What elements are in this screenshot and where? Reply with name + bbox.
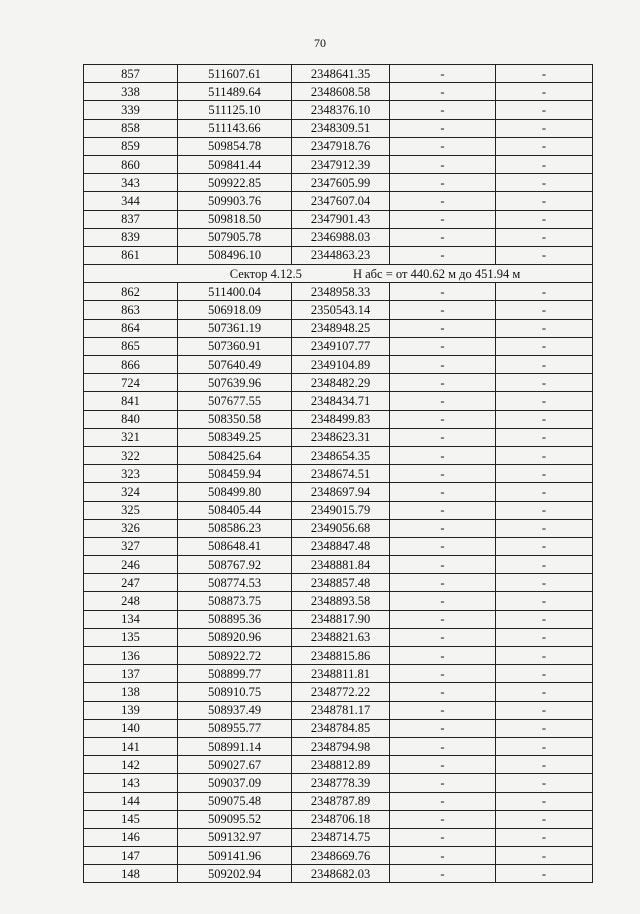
point-id-cell: 135: [84, 628, 178, 646]
x-coordinate-cell: 508767.92: [178, 556, 292, 574]
point-id-cell: 724: [84, 374, 178, 392]
point-id-cell: 146: [84, 828, 178, 846]
x-coordinate-cell: 508895.36: [178, 610, 292, 628]
table-row: [84, 65, 593, 83]
point-id-cell: 841: [84, 392, 178, 410]
dash-cell: -: [390, 428, 496, 446]
dash-cell: -: [496, 647, 593, 665]
table-row: [84, 83, 593, 101]
sector-header-cell: [84, 265, 593, 283]
x-coordinate-cell: 506918.09: [178, 301, 292, 319]
dash-cell: -: [496, 174, 593, 192]
x-coordinate-cell: 507640.49: [178, 356, 292, 374]
dash-cell: -: [390, 810, 496, 828]
y-coordinate-cell: 2348309.51: [292, 119, 390, 137]
dash-cell: -: [390, 665, 496, 683]
table-row: [84, 537, 593, 555]
table-row: [84, 101, 593, 119]
dash-cell: -: [496, 556, 593, 574]
point-id-cell: 840: [84, 410, 178, 428]
table-row: [84, 155, 593, 173]
table-row: [84, 465, 593, 483]
dash-cell: -: [496, 756, 593, 774]
y-coordinate-cell: 2348821.63: [292, 628, 390, 646]
table-body-after-sector: [84, 283, 593, 883]
x-coordinate-cell: 508425.64: [178, 446, 292, 464]
dash-cell: -: [390, 337, 496, 355]
x-coordinate-cell: 508349.25: [178, 428, 292, 446]
dash-cell: -: [496, 246, 593, 264]
dash-cell: -: [496, 428, 593, 446]
y-coordinate-cell: 2349015.79: [292, 501, 390, 519]
point-id-cell: 865: [84, 337, 178, 355]
table-row: [84, 119, 593, 137]
y-coordinate-cell: 2348817.90: [292, 610, 390, 628]
x-coordinate-cell: 508648.41: [178, 537, 292, 555]
x-coordinate-cell: 509854.78: [178, 137, 292, 155]
x-coordinate-cell: 508920.96: [178, 628, 292, 646]
y-coordinate-cell: 2348608.58: [292, 83, 390, 101]
table-row: [84, 792, 593, 810]
y-coordinate-cell: 2348812.89: [292, 756, 390, 774]
x-coordinate-cell: 509818.50: [178, 210, 292, 228]
table-row: [84, 301, 593, 319]
table-body-before-sector: [84, 65, 593, 265]
table-row: [84, 574, 593, 592]
x-coordinate-cell: 508922.72: [178, 647, 292, 665]
y-coordinate-cell: 2348499.83: [292, 410, 390, 428]
table-row: [84, 847, 593, 865]
y-coordinate-cell: 2350543.14: [292, 301, 390, 319]
dash-cell: -: [390, 446, 496, 464]
sector-name: Сектор 4.12.5: [229, 266, 302, 281]
x-coordinate-cell: 509922.85: [178, 174, 292, 192]
dash-cell: -: [496, 847, 593, 865]
dash-cell: -: [390, 301, 496, 319]
table-row: [84, 519, 593, 537]
dash-cell: -: [390, 537, 496, 555]
point-id-cell: 134: [84, 610, 178, 628]
x-coordinate-cell: 507905.78: [178, 228, 292, 246]
dash-cell: -: [390, 192, 496, 210]
y-coordinate-cell: 2348772.22: [292, 683, 390, 701]
dash-cell: -: [496, 301, 593, 319]
x-coordinate-cell: 511607.61: [178, 65, 292, 83]
point-id-cell: 247: [84, 574, 178, 592]
dash-cell: -: [496, 337, 593, 355]
table-row: [84, 246, 593, 264]
y-coordinate-cell: 2348654.35: [292, 446, 390, 464]
x-coordinate-cell: 509037.09: [178, 774, 292, 792]
x-coordinate-cell: 508405.44: [178, 501, 292, 519]
y-coordinate-cell: 2348714.75: [292, 828, 390, 846]
x-coordinate-cell: 511489.64: [178, 83, 292, 101]
dash-cell: -: [496, 192, 593, 210]
dash-cell: -: [496, 792, 593, 810]
table-row: [84, 756, 593, 774]
dash-cell: -: [496, 410, 593, 428]
point-id-cell: 343: [84, 174, 178, 192]
table-row: [84, 737, 593, 755]
point-id-cell: 859: [84, 137, 178, 155]
table-row: [84, 647, 593, 665]
dash-cell: -: [496, 356, 593, 374]
dash-cell: -: [496, 210, 593, 228]
dash-cell: -: [390, 483, 496, 501]
dash-cell: -: [496, 592, 593, 610]
point-id-cell: 339: [84, 101, 178, 119]
y-coordinate-cell: 2346988.03: [292, 228, 390, 246]
y-coordinate-cell: 2347605.99: [292, 174, 390, 192]
point-id-cell: 145: [84, 810, 178, 828]
x-coordinate-cell: 509141.96: [178, 847, 292, 865]
table-row: [84, 228, 593, 246]
y-coordinate-cell: 2348482.29: [292, 374, 390, 392]
table-row: [84, 392, 593, 410]
dash-cell: -: [496, 392, 593, 410]
dash-cell: -: [390, 683, 496, 701]
dash-cell: -: [496, 719, 593, 737]
x-coordinate-cell: 511125.10: [178, 101, 292, 119]
dash-cell: -: [496, 483, 593, 501]
table-row: [84, 410, 593, 428]
y-coordinate-cell: 2348697.94: [292, 483, 390, 501]
dash-cell: -: [390, 228, 496, 246]
point-id-cell: 321: [84, 428, 178, 446]
y-coordinate-cell: 2347918.76: [292, 137, 390, 155]
y-coordinate-cell: 2348674.51: [292, 465, 390, 483]
x-coordinate-cell: 508899.77: [178, 665, 292, 683]
dash-cell: -: [496, 465, 593, 483]
dash-cell: -: [390, 410, 496, 428]
point-id-cell: 137: [84, 665, 178, 683]
table-row: [84, 446, 593, 464]
dash-cell: -: [390, 519, 496, 537]
point-id-cell: 248: [84, 592, 178, 610]
dash-cell: -: [390, 701, 496, 719]
y-coordinate-cell: 2348948.25: [292, 319, 390, 337]
table-row: [84, 501, 593, 519]
y-coordinate-cell: 2349056.68: [292, 519, 390, 537]
table-row: [84, 610, 593, 628]
x-coordinate-cell: 508991.14: [178, 737, 292, 755]
dash-cell: -: [390, 501, 496, 519]
point-id-cell: 323: [84, 465, 178, 483]
dash-cell: -: [496, 155, 593, 173]
dash-cell: -: [390, 719, 496, 737]
y-coordinate-cell: 2347901.43: [292, 210, 390, 228]
point-id-cell: 136: [84, 647, 178, 665]
y-coordinate-cell: 2348376.10: [292, 101, 390, 119]
dash-cell: -: [496, 374, 593, 392]
y-coordinate-cell: 2348706.18: [292, 810, 390, 828]
table-row: [84, 828, 593, 846]
point-id-cell: 857: [84, 65, 178, 83]
dash-cell: -: [390, 356, 496, 374]
x-coordinate-cell: 509095.52: [178, 810, 292, 828]
x-coordinate-cell: 507361.19: [178, 319, 292, 337]
y-coordinate-cell: 2344863.23: [292, 246, 390, 264]
table-row: [84, 137, 593, 155]
point-id-cell: 344: [84, 192, 178, 210]
dash-cell: -: [390, 792, 496, 810]
point-id-cell: 246: [84, 556, 178, 574]
point-id-cell: 147: [84, 847, 178, 865]
coordinates-table: [83, 64, 593, 883]
y-coordinate-cell: 2348893.58: [292, 592, 390, 610]
point-id-cell: 143: [84, 774, 178, 792]
dash-cell: -: [496, 137, 593, 155]
dash-cell: -: [390, 155, 496, 173]
y-coordinate-cell: 2348778.39: [292, 774, 390, 792]
sector-height-range: Н абс = от 440.62 м до 451.94 м: [352, 266, 521, 281]
dash-cell: -: [390, 574, 496, 592]
y-coordinate-cell: 2348623.31: [292, 428, 390, 446]
dash-cell: -: [390, 174, 496, 192]
x-coordinate-cell: 508459.94: [178, 465, 292, 483]
dash-cell: -: [496, 574, 593, 592]
point-id-cell: 862: [84, 283, 178, 301]
dash-cell: -: [496, 501, 593, 519]
point-id-cell: 866: [84, 356, 178, 374]
point-id-cell: 860: [84, 155, 178, 173]
point-id-cell: 144: [84, 792, 178, 810]
y-coordinate-cell: 2348784.85: [292, 719, 390, 737]
table-row: [84, 592, 593, 610]
table-row: [84, 319, 593, 337]
table-row: [84, 210, 593, 228]
y-coordinate-cell: 2348815.86: [292, 647, 390, 665]
table-row: [84, 283, 593, 301]
table-row: [84, 356, 593, 374]
x-coordinate-cell: 508350.58: [178, 410, 292, 428]
dash-cell: -: [390, 65, 496, 83]
point-id-cell: 861: [84, 246, 178, 264]
table-row: [84, 665, 593, 683]
point-id-cell: 837: [84, 210, 178, 228]
point-id-cell: 864: [84, 319, 178, 337]
table-row: [84, 719, 593, 737]
y-coordinate-cell: 2348881.84: [292, 556, 390, 574]
dash-cell: -: [390, 465, 496, 483]
point-id-cell: 325: [84, 501, 178, 519]
dash-cell: -: [496, 701, 593, 719]
x-coordinate-cell: 508937.49: [178, 701, 292, 719]
point-id-cell: 327: [84, 537, 178, 555]
dash-cell: -: [390, 246, 496, 264]
dash-cell: -: [496, 683, 593, 701]
point-id-cell: 324: [84, 483, 178, 501]
y-coordinate-cell: 2347607.04: [292, 192, 390, 210]
dash-cell: -: [390, 756, 496, 774]
dash-cell: -: [496, 865, 593, 883]
sector-header-row: [84, 265, 593, 283]
x-coordinate-cell: 508499.80: [178, 483, 292, 501]
dash-cell: -: [390, 737, 496, 755]
table-row: [84, 174, 593, 192]
dash-cell: -: [390, 374, 496, 392]
y-coordinate-cell: 2349107.77: [292, 337, 390, 355]
x-coordinate-cell: 511143.66: [178, 119, 292, 137]
dash-cell: -: [390, 628, 496, 646]
point-id-cell: 863: [84, 301, 178, 319]
dash-cell: -: [390, 283, 496, 301]
table-row: [84, 701, 593, 719]
x-coordinate-cell: 508586.23: [178, 519, 292, 537]
y-coordinate-cell: 2348682.03: [292, 865, 390, 883]
dash-cell: -: [496, 737, 593, 755]
y-coordinate-cell: 2348857.48: [292, 574, 390, 592]
dash-cell: -: [390, 828, 496, 846]
point-id-cell: 141: [84, 737, 178, 755]
table-row: [84, 774, 593, 792]
y-coordinate-cell: 2349104.89: [292, 356, 390, 374]
x-coordinate-cell: 509841.44: [178, 155, 292, 173]
dash-cell: -: [390, 119, 496, 137]
point-id-cell: 326: [84, 519, 178, 537]
table-row: [84, 683, 593, 701]
point-id-cell: 140: [84, 719, 178, 737]
dash-cell: -: [496, 119, 593, 137]
dash-cell: -: [496, 101, 593, 119]
dash-cell: -: [390, 610, 496, 628]
dash-cell: -: [390, 865, 496, 883]
table-row: [84, 483, 593, 501]
dash-cell: -: [390, 847, 496, 865]
dash-cell: -: [496, 665, 593, 683]
sector-section: [84, 265, 593, 283]
x-coordinate-cell: 507360.91: [178, 337, 292, 355]
dash-cell: -: [390, 101, 496, 119]
table-row: [84, 810, 593, 828]
dash-cell: -: [496, 519, 593, 537]
x-coordinate-cell: 507639.96: [178, 374, 292, 392]
x-coordinate-cell: 509132.97: [178, 828, 292, 846]
dash-cell: -: [496, 828, 593, 846]
dash-cell: -: [390, 592, 496, 610]
dash-cell: -: [496, 228, 593, 246]
dash-cell: -: [496, 319, 593, 337]
x-coordinate-cell: 509075.48: [178, 792, 292, 810]
x-coordinate-cell: 509903.76: [178, 192, 292, 210]
page-number: 70: [314, 36, 326, 50]
y-coordinate-cell: 2348794.98: [292, 737, 390, 755]
table-row: [84, 337, 593, 355]
y-coordinate-cell: 2348787.89: [292, 792, 390, 810]
table-row: [84, 628, 593, 646]
dash-cell: -: [390, 83, 496, 101]
y-coordinate-cell: 2348669.76: [292, 847, 390, 865]
dash-cell: -: [496, 774, 593, 792]
y-coordinate-cell: 2348781.17: [292, 701, 390, 719]
dash-cell: -: [496, 610, 593, 628]
y-coordinate-cell: 2347912.39: [292, 155, 390, 173]
point-id-cell: 858: [84, 119, 178, 137]
dash-cell: -: [496, 810, 593, 828]
x-coordinate-cell: 509202.94: [178, 865, 292, 883]
dash-cell: -: [390, 319, 496, 337]
point-id-cell: 139: [84, 701, 178, 719]
y-coordinate-cell: 2348641.35: [292, 65, 390, 83]
table-row: [84, 374, 593, 392]
x-coordinate-cell: 508496.10: [178, 246, 292, 264]
y-coordinate-cell: 2348958.33: [292, 283, 390, 301]
dash-cell: -: [496, 537, 593, 555]
dash-cell: -: [390, 556, 496, 574]
point-id-cell: 142: [84, 756, 178, 774]
dash-cell: -: [390, 774, 496, 792]
dash-cell: -: [390, 137, 496, 155]
point-id-cell: 148: [84, 865, 178, 883]
x-coordinate-cell: 507677.55: [178, 392, 292, 410]
table-row: [84, 556, 593, 574]
point-id-cell: 322: [84, 446, 178, 464]
dash-cell: -: [496, 65, 593, 83]
point-id-cell: 338: [84, 83, 178, 101]
dash-cell: -: [496, 446, 593, 464]
y-coordinate-cell: 2348847.48: [292, 537, 390, 555]
table-row: [84, 192, 593, 210]
point-id-cell: 839: [84, 228, 178, 246]
dash-cell: -: [390, 647, 496, 665]
dash-cell: -: [390, 392, 496, 410]
dash-cell: -: [496, 283, 593, 301]
x-coordinate-cell: 508774.53: [178, 574, 292, 592]
x-coordinate-cell: 508873.75: [178, 592, 292, 610]
x-coordinate-cell: 508955.77: [178, 719, 292, 737]
x-coordinate-cell: 508910.75: [178, 683, 292, 701]
dash-cell: -: [390, 210, 496, 228]
y-coordinate-cell: 2348811.81: [292, 665, 390, 683]
y-coordinate-cell: 2348434.71: [292, 392, 390, 410]
x-coordinate-cell: 509027.67: [178, 756, 292, 774]
dash-cell: -: [496, 628, 593, 646]
table-row: [84, 428, 593, 446]
x-coordinate-cell: 511400.04: [178, 283, 292, 301]
point-id-cell: 138: [84, 683, 178, 701]
table-row: [84, 865, 593, 883]
dash-cell: -: [496, 83, 593, 101]
